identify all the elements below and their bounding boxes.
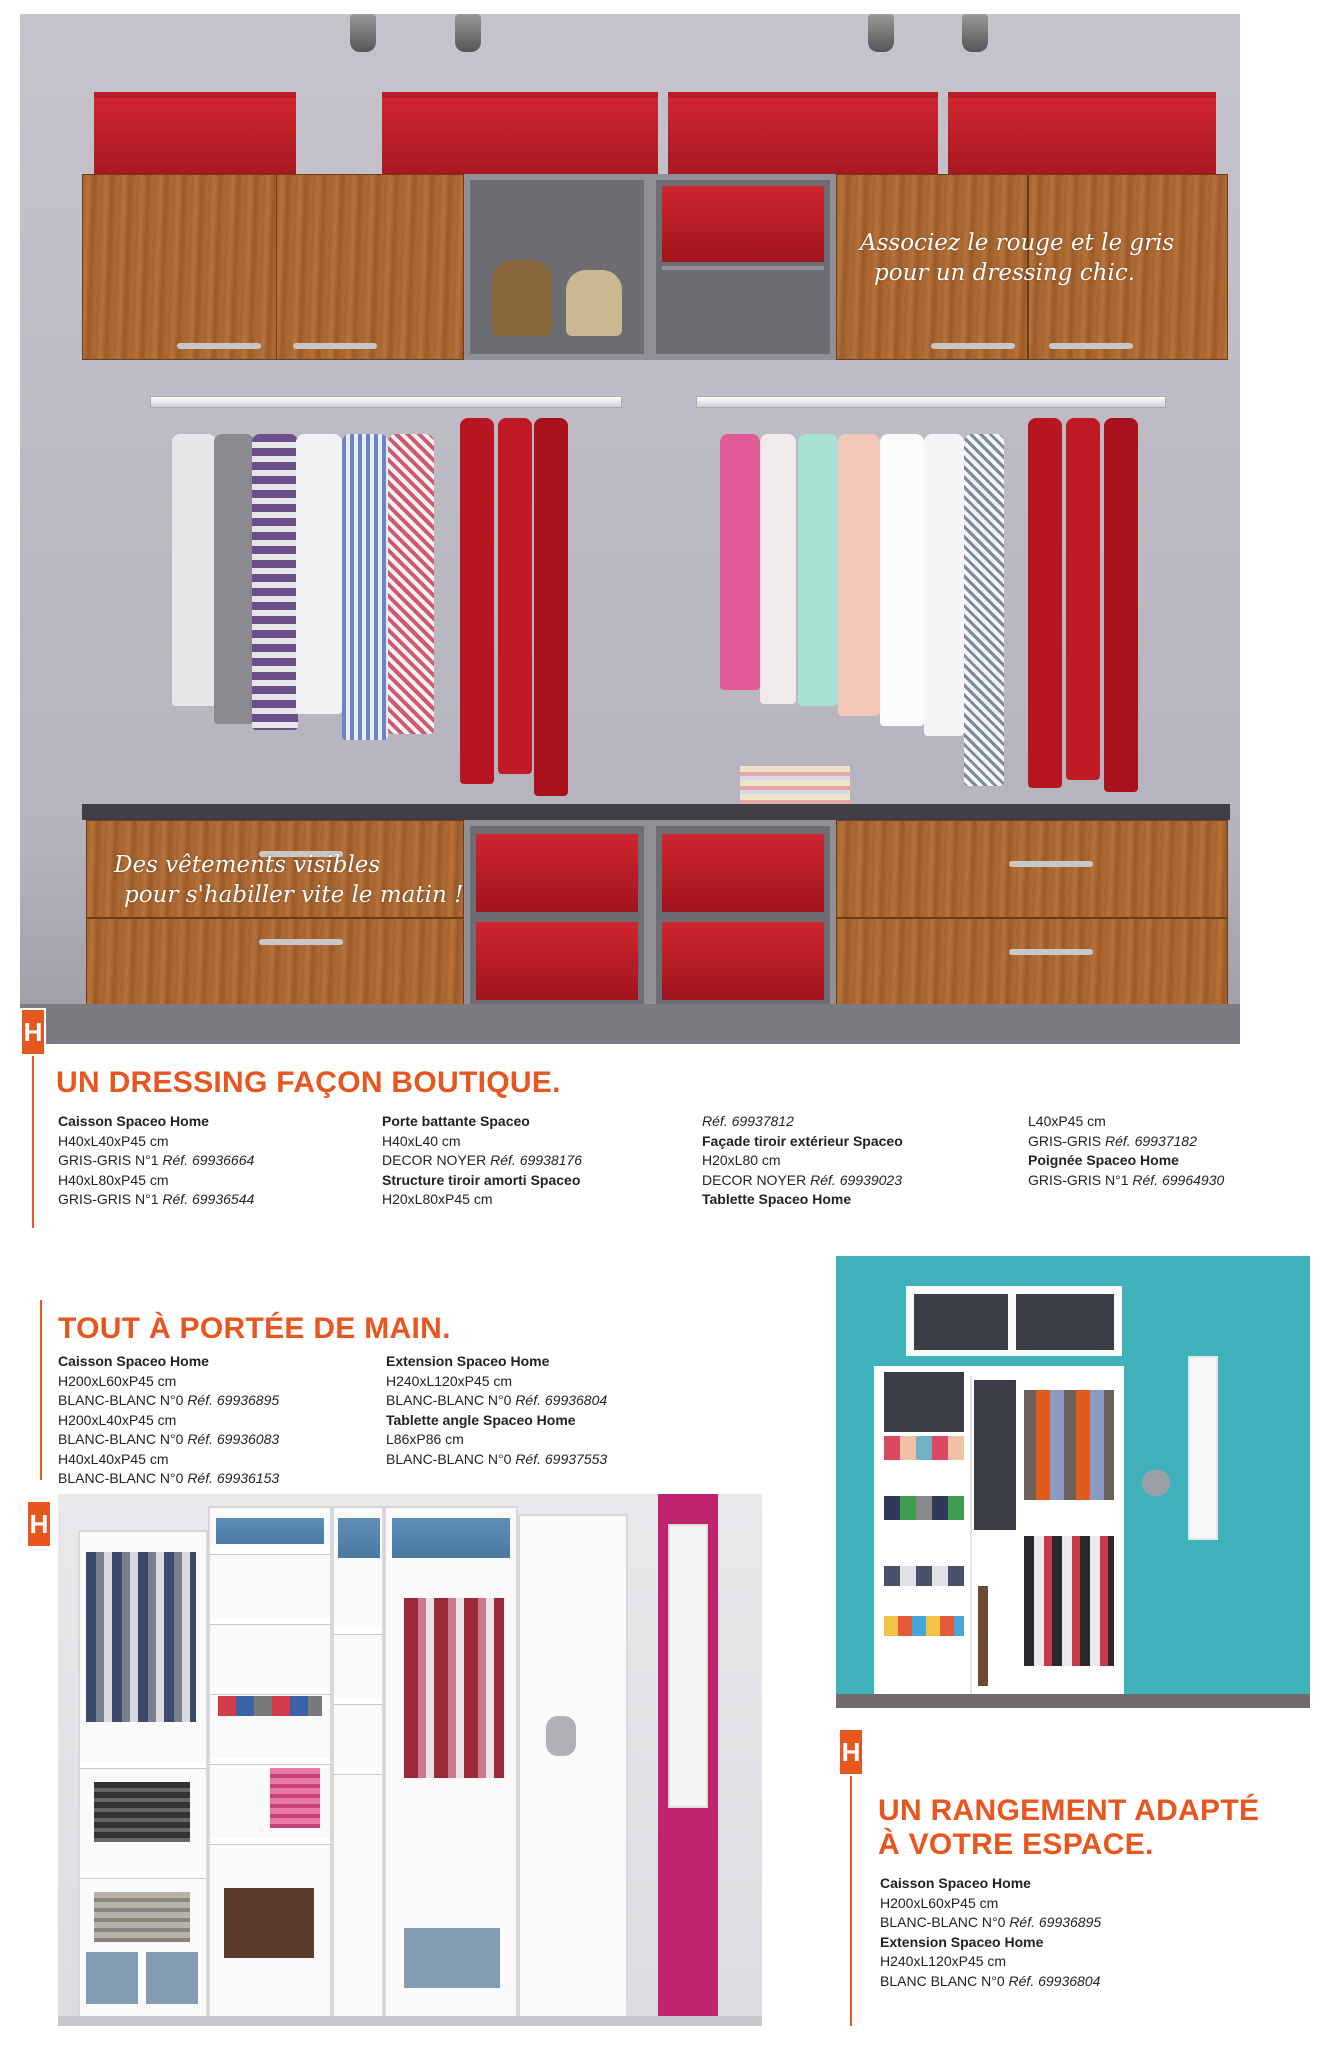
spec-text: H240xL120xP45 cm bbox=[880, 1953, 1007, 1969]
product-name bbox=[58, 1352, 378, 1372]
wardrobe-column bbox=[208, 1506, 332, 2026]
product-spec-line bbox=[58, 1171, 358, 1191]
spec-text: BLANC-BLANC N°0 bbox=[386, 1392, 516, 1408]
upper-wood-door bbox=[82, 174, 294, 360]
handbag bbox=[492, 260, 552, 336]
spec-text: Caisson Spaceo Home bbox=[880, 1875, 1031, 1891]
floor bbox=[20, 1004, 1240, 1044]
product-spec-line bbox=[880, 1913, 1180, 1933]
folded-stack bbox=[94, 1782, 190, 1842]
mirror bbox=[668, 1524, 708, 1808]
spec-text: Extension Spaceo Home bbox=[386, 1353, 550, 1369]
product-name bbox=[58, 1112, 358, 1132]
ceiling-spotlight bbox=[962, 14, 988, 52]
product-name bbox=[702, 1132, 1002, 1152]
spec-text: BLANC-BLANC N°0 bbox=[58, 1392, 188, 1408]
open-grey-cube bbox=[464, 174, 650, 360]
spec-text: Poignée Spaceo Home bbox=[1028, 1152, 1179, 1168]
spec-text: H240xL120xP45 cm bbox=[386, 1372, 513, 1389]
spec-text: H200xL60xP45 cm bbox=[880, 1894, 999, 1911]
brand-h-logo: H bbox=[20, 1008, 46, 1056]
product-spec-line bbox=[1028, 1112, 1318, 1132]
product-spec-line bbox=[382, 1132, 682, 1152]
striped-shirt bbox=[252, 434, 298, 730]
spec-text: BLANC BLANC N°0 bbox=[880, 1972, 1009, 1989]
spec-text: H40xL40 cm bbox=[382, 1132, 461, 1149]
title-line: UN RANGEMENT ADAPTÉ bbox=[878, 1794, 1260, 1827]
red-drawer-box bbox=[476, 922, 638, 1000]
spec-text: BLANC-BLANC N°0 bbox=[386, 1450, 516, 1467]
note-line: pour un dressing chic. bbox=[874, 260, 1136, 286]
product-spec-line bbox=[58, 1430, 378, 1450]
spec-text: H40xL80xP45 cm bbox=[58, 1171, 169, 1188]
red-garment-cover bbox=[498, 418, 532, 774]
top bbox=[838, 434, 880, 716]
ceiling-spotlight bbox=[350, 14, 376, 52]
wardrobe-column bbox=[78, 1530, 208, 2026]
lower-worktop bbox=[82, 804, 1230, 820]
product-spec-line bbox=[880, 1972, 1180, 1992]
brand-h-logo: H bbox=[26, 1500, 52, 1548]
grey-storage-box bbox=[884, 1372, 964, 1432]
product-spec-line bbox=[58, 1151, 358, 1171]
product-spec-line bbox=[386, 1450, 706, 1470]
hanging-clothes bbox=[404, 1598, 504, 1778]
spec-text: Tablette Spaceo Home bbox=[702, 1191, 852, 1207]
hanging-clothes bbox=[1024, 1390, 1114, 1500]
teal-wardrobe-photo bbox=[836, 1256, 1310, 1708]
top bbox=[798, 434, 838, 706]
spec-text: DECOR NOYER bbox=[702, 1171, 811, 1188]
spec-text: Façade tiroir extérieur Spaceo bbox=[702, 1132, 903, 1149]
brand-h-logo: H bbox=[838, 1728, 864, 1776]
title-line: À VOTRE ESPACE. bbox=[878, 1828, 1154, 1861]
pink-mirror-door bbox=[658, 1494, 718, 2026]
product-list-column bbox=[702, 1112, 1002, 1210]
note-line: Associez le rouge et le gris bbox=[860, 230, 1175, 256]
spec-text: Structure tiroir amorti Spaceo bbox=[382, 1171, 581, 1188]
product-reference: Réf. 69937182 bbox=[1105, 1132, 1197, 1149]
product-reference: Réf. 69936153 bbox=[187, 1470, 280, 1486]
storage-bin bbox=[86, 1952, 138, 2004]
floor bbox=[836, 1694, 1310, 1708]
hanging-organizer bbox=[974, 1380, 1016, 1530]
product-list-column bbox=[58, 1112, 358, 1210]
red-garment-cover bbox=[1028, 418, 1062, 788]
grey-storage-box bbox=[1016, 1294, 1114, 1350]
ceiling-spotlight bbox=[868, 14, 894, 52]
shirt bbox=[214, 434, 254, 724]
product-reference: Réf. 69937812 bbox=[702, 1113, 794, 1129]
product-reference: Réf. 69938176 bbox=[490, 1152, 582, 1168]
note-line: pour s'habiller vite le matin ! bbox=[124, 882, 464, 908]
product-spec-line bbox=[702, 1171, 1002, 1191]
folded-stack bbox=[94, 1892, 190, 1942]
patterned-top bbox=[964, 434, 1004, 786]
section-title-rangement bbox=[878, 1794, 1259, 1862]
spec-text: L86xP86 cm bbox=[386, 1431, 464, 1447]
product-spec-line bbox=[58, 1450, 378, 1470]
lower-wood-drawer bbox=[86, 918, 464, 1016]
spec-text: Porte battante Spaceo bbox=[382, 1113, 530, 1129]
grey-storage-box bbox=[914, 1294, 1008, 1350]
clothes-rail-right bbox=[696, 396, 1166, 408]
belt bbox=[978, 1586, 988, 1686]
red-garment-cover bbox=[534, 418, 568, 796]
product-name bbox=[386, 1352, 706, 1372]
hanging-cap bbox=[546, 1716, 576, 1756]
product-reference: Réf. 69936083 bbox=[187, 1431, 280, 1447]
note-line: Des vêtements visibles bbox=[114, 852, 381, 878]
spec-text: H20xL80 cm bbox=[702, 1152, 781, 1168]
folded-stack bbox=[270, 1768, 320, 1828]
spec-text: H20xL80xP45 cm bbox=[382, 1191, 493, 1207]
spec-text: Extension Spaceo Home bbox=[880, 1933, 1044, 1950]
wardrobe-door bbox=[518, 1514, 628, 2026]
spec-text: BLANC-BLANC N°0 bbox=[58, 1431, 188, 1447]
red-garment-cover bbox=[1104, 418, 1138, 792]
red-drawer-box bbox=[662, 834, 824, 912]
wardrobe-column bbox=[332, 1506, 384, 2026]
product-name bbox=[382, 1112, 682, 1132]
product-reference: Réf. 69937553 bbox=[515, 1450, 608, 1467]
top bbox=[924, 434, 964, 736]
spec-text: Caisson Spaceo Home bbox=[58, 1113, 209, 1129]
blue-storage-box bbox=[392, 1518, 510, 1558]
spec-text: H40xL40xP45 cm bbox=[58, 1132, 169, 1149]
product-spec-line bbox=[58, 1132, 358, 1152]
checked-shirt bbox=[388, 434, 434, 734]
product-name bbox=[1028, 1151, 1318, 1171]
spec-text: GRIS-GRIS N°1 bbox=[1028, 1171, 1133, 1188]
boutique-dressing-photo bbox=[20, 14, 1240, 1044]
product-list-column bbox=[880, 1874, 1180, 1991]
product-name bbox=[386, 1411, 706, 1431]
product-spec-line bbox=[880, 1952, 1180, 1972]
lower-wood-drawer bbox=[836, 918, 1228, 1016]
product-spec-line bbox=[1028, 1132, 1318, 1152]
spec-text: GRIS-GRIS N°1 bbox=[58, 1152, 163, 1168]
spec-text: GRIS-GRIS bbox=[1028, 1132, 1106, 1149]
top bbox=[720, 434, 760, 690]
wardrobe-column bbox=[384, 1506, 518, 2026]
product-spec-line bbox=[386, 1430, 706, 1450]
red-garment-cover bbox=[460, 418, 494, 784]
lower-wood-drawer bbox=[836, 820, 1228, 918]
spec-text: H40xL40xP45 cm bbox=[58, 1450, 169, 1467]
handwritten-note-top bbox=[860, 228, 1220, 288]
product-spec-line bbox=[880, 1894, 1180, 1914]
product-list-column bbox=[1028, 1112, 1318, 1190]
section-title-portee: TOUT À PORTÉE DE MAIN. bbox=[58, 1312, 451, 1345]
blue-storage-box bbox=[338, 1518, 380, 1558]
boots bbox=[224, 1888, 314, 1958]
product-spec-line bbox=[58, 1372, 378, 1392]
product-list-column bbox=[58, 1352, 378, 1489]
storage-bin bbox=[404, 1928, 500, 1988]
product-name bbox=[382, 1171, 682, 1191]
product-spec-line bbox=[382, 1190, 682, 1210]
floor bbox=[58, 2016, 762, 2026]
top bbox=[880, 434, 924, 726]
folded-stack bbox=[884, 1436, 964, 1460]
folded-stack bbox=[218, 1696, 322, 1716]
product-reference: Réf. 69936895 bbox=[187, 1392, 280, 1408]
handwritten-note-bottom bbox=[114, 850, 514, 910]
accent-line bbox=[850, 1776, 852, 2026]
folded-stack bbox=[884, 1616, 964, 1636]
product-reference: Réf. 69936804 bbox=[1008, 1972, 1101, 1989]
product-spec-line bbox=[702, 1112, 1002, 1132]
clothes-rail-left bbox=[150, 396, 622, 408]
accent-line bbox=[40, 1300, 42, 1480]
grey-cube-lower bbox=[650, 820, 836, 1016]
folded-stack bbox=[884, 1496, 964, 1520]
spec-text: BLANC-BLANC N°0 bbox=[58, 1470, 188, 1486]
folded-stack bbox=[884, 1566, 964, 1586]
product-spec-line bbox=[58, 1190, 358, 1210]
top-cabinet bbox=[906, 1286, 1122, 1356]
product-reference: Réf. 69936664 bbox=[162, 1152, 255, 1168]
product-list-column bbox=[386, 1352, 706, 1469]
wall-mirror bbox=[1188, 1356, 1218, 1540]
blue-storage-box bbox=[216, 1518, 324, 1544]
product-reference: Réf. 69936804 bbox=[515, 1392, 608, 1408]
hanging-clothes bbox=[86, 1552, 196, 1722]
product-spec-line bbox=[382, 1151, 682, 1171]
grey-cube-with-drawer bbox=[650, 174, 836, 360]
product-reference: Réf. 69964930 bbox=[1132, 1171, 1225, 1188]
upper-wood-door bbox=[276, 174, 464, 360]
spec-text: DECOR NOYER bbox=[382, 1152, 491, 1168]
spec-text: H200xL40xP45 cm bbox=[58, 1411, 177, 1428]
product-spec-line bbox=[1028, 1171, 1318, 1191]
red-drawer-box bbox=[662, 922, 824, 1000]
spec-text: H200xL60xP45 cm bbox=[58, 1372, 177, 1389]
striped-shirt bbox=[342, 434, 388, 740]
shirt bbox=[172, 434, 216, 706]
product-name bbox=[880, 1933, 1180, 1953]
storage-bin bbox=[146, 1952, 198, 2004]
product-name bbox=[880, 1874, 1180, 1894]
spec-text: Tablette angle Spaceo Home bbox=[386, 1411, 576, 1428]
product-reference: Réf. 69936544 bbox=[162, 1191, 255, 1207]
ceiling-spotlight bbox=[455, 14, 481, 52]
product-spec-line bbox=[58, 1411, 378, 1431]
product-reference: Réf. 69939023 bbox=[810, 1171, 902, 1188]
accent-line bbox=[32, 1056, 34, 1228]
section-title-dressing: UN DRESSING FAÇON BOUTIQUE. bbox=[56, 1066, 561, 1099]
product-spec-line bbox=[702, 1151, 1002, 1171]
hanging-cap bbox=[1142, 1470, 1170, 1496]
spec-text: BLANC-BLANC N°0 bbox=[880, 1914, 1010, 1930]
spec-text: L40xP45 cm bbox=[1028, 1113, 1106, 1129]
red-garment-cover bbox=[1066, 418, 1100, 780]
wardrobe-body bbox=[874, 1366, 1124, 1702]
shirt bbox=[296, 434, 342, 714]
red-drawer-box bbox=[662, 186, 824, 262]
product-reference: Réf. 69936895 bbox=[1009, 1914, 1102, 1930]
product-name bbox=[702, 1190, 1002, 1210]
product-list-column bbox=[382, 1112, 682, 1210]
product-spec-line bbox=[386, 1391, 706, 1411]
spec-text: Caisson Spaceo Home bbox=[58, 1353, 209, 1369]
spec-text: GRIS-GRIS N°1 bbox=[58, 1191, 163, 1207]
product-spec-line bbox=[386, 1372, 706, 1392]
product-spec-line bbox=[58, 1469, 378, 1489]
white-wardrobe-photo bbox=[58, 1494, 762, 2026]
product-spec-line bbox=[58, 1391, 378, 1411]
top bbox=[760, 434, 796, 704]
hanging-clothes bbox=[1024, 1536, 1114, 1666]
handbag bbox=[566, 270, 622, 336]
